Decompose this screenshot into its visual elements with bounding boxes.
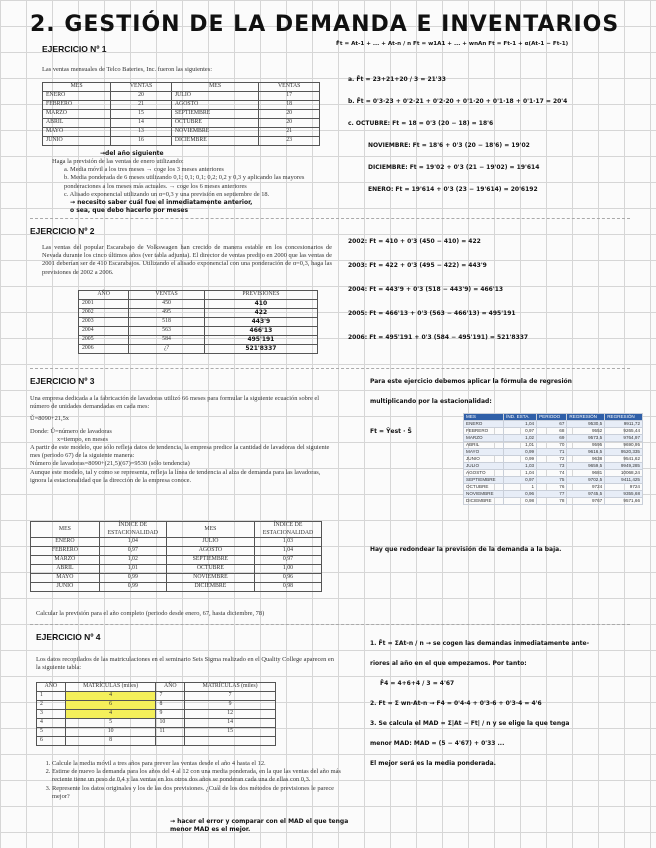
cell: DICIEMBRE xyxy=(464,498,504,505)
cell: 72 xyxy=(537,456,567,463)
cell: 71 xyxy=(537,449,567,456)
cell: 20 xyxy=(259,119,320,128)
cell: 7 xyxy=(156,692,185,701)
cell: 75 xyxy=(537,477,567,484)
cell: 9638 xyxy=(567,456,605,463)
exercise-3-table xyxy=(30,521,322,592)
cell: 10 xyxy=(65,728,156,737)
cell: 68 xyxy=(537,428,567,435)
cell: 2006 xyxy=(79,345,129,354)
table-row xyxy=(79,327,318,336)
cell: 18 xyxy=(259,101,320,110)
cell: 518 xyxy=(129,318,205,327)
cell: 16 xyxy=(111,137,172,146)
exercise-3-note-equation: Ft = Ŷest · Ŝ xyxy=(370,428,412,435)
question-text: Haga la previsión de las ventas de enero utilizando: xyxy=(52,158,184,165)
page-title: 2. GESTIÓN DE LA DEMANDA E INVENTARIOS xyxy=(30,12,620,37)
cell: 0,97 xyxy=(255,556,322,565)
exercise-3-question: Calcular la previsión para el año completo (periodo desde enero, 67, hasta diciembre, 78) xyxy=(36,610,265,617)
answer-line: menor MAD: MAD = (5 − 4'67) + 0'33 ... xyxy=(370,740,505,747)
answer-line: NOVIEMBRE: Ft = 18'6 + 0'3 (20 − 18'6) = 19'02 xyxy=(368,142,530,149)
answer-line: b. F̄t = 0'3·23 + 0'2·21 + 0'2·20 + 0'1·20 + 0'1·18 + 0'1·17 = 20'4 xyxy=(348,98,568,105)
col-header: AÑO xyxy=(37,683,66,692)
exercise-3-body xyxy=(30,395,330,485)
question-text: 3. Represente los datos originales y los de las dos previsiones. ¿Cuál de los dos métodos de previsiones le parece mejor? xyxy=(52,785,352,801)
cell: JULIO xyxy=(171,92,259,101)
col-header: MATRÍCULAS (miles) xyxy=(185,683,276,692)
cell: 1,03 xyxy=(255,538,322,547)
cell: JUNIO xyxy=(464,456,504,463)
table-row xyxy=(79,318,318,327)
cell: 0,97 xyxy=(504,477,537,484)
cell: DICIEMBRE xyxy=(171,137,259,146)
cell: 1,04 xyxy=(504,470,537,477)
cell: ABRIL xyxy=(464,442,504,449)
cell: 10 xyxy=(156,719,185,728)
exercise-1-questions xyxy=(52,158,342,215)
cell: 0,97 xyxy=(99,547,166,556)
cell: 2 xyxy=(37,701,66,710)
answer-line: 2. Ft = Σ wn·At-n → F4 = 0'4·4 + 0'3·6 + 0'3·4 = 4'6 xyxy=(370,700,542,707)
cell: 9530,5 xyxy=(567,421,605,428)
exercise-4-answers xyxy=(370,640,650,768)
handwritten-note: Para este ejercicio debemos aplicar la fórmula de regresión xyxy=(370,378,572,385)
table-row xyxy=(37,719,276,728)
table-row xyxy=(43,137,320,146)
col-header: MES xyxy=(464,414,504,421)
cell: SEPTIEMBRE xyxy=(464,477,504,484)
cell: MAYO xyxy=(31,574,100,583)
cell: JUNIO xyxy=(31,583,100,592)
cell: 15 xyxy=(111,110,172,119)
cell: 9411,425 xyxy=(605,477,643,484)
table-row xyxy=(464,449,643,456)
cell: 20 xyxy=(259,110,320,119)
question-text: c. Alisado exponencial utilizando un α=0,3 y una previsión en septiembre de 18. xyxy=(64,190,270,198)
cell: 2002 xyxy=(79,309,129,318)
col-header: AÑO xyxy=(79,291,129,300)
exercise-1-table xyxy=(42,82,320,146)
cell: 9573,5 xyxy=(567,435,605,442)
exercise-1-answers xyxy=(348,76,648,194)
cell: 0,97 xyxy=(504,428,537,435)
exercise-3-heading: EJERCICIO Nº 3 xyxy=(30,376,95,386)
cell: 584 xyxy=(129,336,205,345)
cell: FEBRERO xyxy=(464,428,504,435)
cell: NOVIEMBRE xyxy=(464,491,504,498)
cell: 521'8337 xyxy=(204,345,317,354)
cell: 2003 xyxy=(79,318,129,327)
cell: 1 xyxy=(37,692,66,701)
cell: 17 xyxy=(259,92,320,101)
cell: MARZO xyxy=(31,556,100,565)
cell: 1,01 xyxy=(504,442,537,449)
cell: 9 xyxy=(185,701,276,710)
table-row xyxy=(31,583,322,592)
cell: 9724 xyxy=(567,484,605,491)
cell: AGOSTO xyxy=(171,101,259,110)
exercise-3-note xyxy=(370,378,650,406)
table-row xyxy=(43,119,320,128)
cell: JULIO xyxy=(166,538,254,547)
cell: 69 xyxy=(537,435,567,442)
cell: 0,99 xyxy=(99,574,166,583)
cell: 73 xyxy=(537,463,567,470)
table-row xyxy=(31,547,322,556)
col-header: REGRESIÓN xyxy=(605,414,643,421)
cell: ENERO xyxy=(464,421,504,428)
col-header: PERIODO xyxy=(537,414,567,421)
cell: 563 xyxy=(129,327,205,336)
table-row xyxy=(464,463,643,470)
table-row xyxy=(464,498,643,505)
cell: 9745,5 xyxy=(567,491,605,498)
cell: 4 xyxy=(37,719,66,728)
table-row xyxy=(37,701,276,710)
cell: OCTUBRE xyxy=(171,119,259,128)
col-header: PREVISIONES xyxy=(204,291,317,300)
cell: 1,04 xyxy=(504,421,537,428)
cell: 14 xyxy=(185,719,276,728)
table-row xyxy=(37,710,276,719)
cell: 15 xyxy=(185,728,276,737)
cell: 5 xyxy=(37,728,66,737)
cell: 2005 xyxy=(79,336,129,345)
spreadsheet-table xyxy=(463,413,643,505)
table-row xyxy=(79,300,318,309)
cell: 23 xyxy=(259,137,320,146)
table-row xyxy=(464,477,643,484)
cell: 9764,97 xyxy=(605,435,643,442)
cell: 9541,62 xyxy=(605,456,643,463)
exercise-4-text: Los datos recopilados de las matriculaciones en el seminario Seis Sigma realizado en el Quality College aparecen en la siguiente tabla: xyxy=(36,656,334,672)
cell: 67 xyxy=(537,421,567,428)
paragraph: Número de lavadoras=8090+(21,5)(67)=9530 (sólo tendencia) xyxy=(30,460,190,468)
question-text: 2. Estime de nuevo la demanda para los años del 4 al 12 con una media ponderada, en la que las ventas del año más reciente tiene un peso de 0,4 y las ventas en los otros dos años se ponderan cada una de ellas con 0,3. xyxy=(52,768,352,784)
table-row xyxy=(464,435,643,442)
cell: NOVIEMBRE xyxy=(166,574,254,583)
cell: ABRIL xyxy=(43,119,111,128)
cell: 1,02 xyxy=(99,556,166,565)
handwritten-note: multiplicando por la estacionalidad: xyxy=(370,398,492,405)
cell: 20 xyxy=(111,92,172,101)
answer-line: 2006: Ft = 495'191 + 0'3 (584 − 495'191) = 521'8337 xyxy=(348,334,529,341)
exercise-1-intro: Las ventas mensuales de Telco Bateries, Inc. fueron las siguientes: xyxy=(42,66,212,73)
cell: MARZO xyxy=(464,435,504,442)
question-text: 1. Calcule la media móvil a tres años para prever las ventas desde el año 4 hasta el 12. xyxy=(52,760,352,768)
cell: 0,99 xyxy=(504,456,537,463)
cell: 9724 xyxy=(605,484,643,491)
paragraph: Una empresa dedicada a la fabricación de lavadoras utilizó 66 meses para formular la siguiente ecuación sobre el número de unidades demandadas en cada mes: xyxy=(30,395,320,411)
equation: Ŭ=8090+21,5x xyxy=(30,415,69,423)
handwritten-note: Hay que redondear la previsión de la demanda a la baja. xyxy=(370,546,562,553)
cell: 495 xyxy=(129,309,205,318)
cell: 1,01 xyxy=(99,565,166,574)
formulas-header: F̄t = At-1 + ... + At-n / n Ft = w1A1 + ... + wnAn Ft = Ft-1 + α(At-1 − Ft-1) xyxy=(336,41,569,47)
table-row xyxy=(31,574,322,583)
handwritten-note: →del año siguiente xyxy=(100,150,164,157)
cell: 9681 xyxy=(567,470,605,477)
cell: MAYO xyxy=(43,128,111,137)
answer-line: 2004: Ft = 443'9 + 0'3 (518 − 443'9) = 466'13 xyxy=(348,286,504,293)
col-header: VENTAS xyxy=(129,291,205,300)
exercise-4-table xyxy=(36,682,276,746)
cell: 9595 xyxy=(567,442,605,449)
table-row xyxy=(464,421,643,428)
paragraph: A partir de este modelo, que sólo refleja datos de tendencia, la empresa predice la cantidad de lavadoras del siguiente mes (periodo 67) de la siguiente manera: xyxy=(30,444,330,460)
table-row xyxy=(464,484,643,491)
cell: 9690,95 xyxy=(605,442,643,449)
handwritten-note: → necesito saber cuál fue el inmediatamente anterior, xyxy=(70,199,253,207)
exercise-2-table xyxy=(78,290,318,354)
cell: 11 xyxy=(156,728,185,737)
handwritten-note: o sea, que debo hacerlo por meses xyxy=(70,207,189,215)
answer-line: ENERO: Ft = 19'614 + 0'3 (23 − 19'614) = 20'6192 xyxy=(368,186,538,193)
exercise-4-questions xyxy=(40,760,352,801)
cell: 12 xyxy=(185,710,276,719)
cell: 6 xyxy=(37,737,66,746)
table-row xyxy=(464,456,643,463)
table-row xyxy=(37,692,276,701)
cell: NOVIEMBRE xyxy=(171,128,259,137)
cell: MAYO xyxy=(464,449,504,456)
cell: 1 xyxy=(504,484,537,491)
cell: 1,02 xyxy=(504,435,537,442)
col-header: ÍNDICE DE ESTACIONALIDAD xyxy=(99,522,166,538)
answer-line: DICIEMBRE: Ft = 19'02 + 0'3 (21 − 19'02) = 19'614 xyxy=(368,164,540,171)
cell: 450 xyxy=(129,300,205,309)
cell: 9355,68 xyxy=(605,491,643,498)
cell: 13 xyxy=(111,128,172,137)
col-header: ÍNDICE DE ESTACIONALIDAD xyxy=(255,522,322,538)
col-header: MATRÍCULAS (miles) xyxy=(65,683,156,692)
answer-line: 2002: Ft = 410 + 0'3 (450 − 410) = 422 xyxy=(348,238,481,245)
cell: MARZO xyxy=(43,110,111,119)
cell: 0,96 xyxy=(504,491,537,498)
paragraph: Donde: Ŭ=número de lavadoras xyxy=(30,427,112,435)
table-row xyxy=(464,442,643,449)
table-row xyxy=(464,491,643,498)
answer-line: 3. Se calcula el MAD = Σ|At − Ft| / n y se elige la que tenga xyxy=(370,720,570,727)
cell: 466'13 xyxy=(204,327,317,336)
cell: 9616,5 xyxy=(567,449,605,456)
cell xyxy=(185,737,276,746)
table-row xyxy=(79,336,318,345)
paragraph: Aunque este modelo, tal y como se representa, refleja la línea de tendencia al alza de demanda para las lavadoras, ignora la estacionalidad que la dirección de la empresa conoce. xyxy=(30,468,321,484)
paragraph: x=tiempo, en meses xyxy=(57,435,108,443)
section-divider xyxy=(30,218,630,219)
cell: OCTUBRE xyxy=(166,565,254,574)
cell: 7 xyxy=(185,692,276,701)
cell: 410 xyxy=(204,300,317,309)
answer-line: 2003: Ft = 422 + 0'3 (495 − 422) = 443'9 xyxy=(348,262,487,269)
cell: 9702,5 xyxy=(567,477,605,484)
question-text: a. Media móvil a los tres meses → coge los 3 meses anteriores xyxy=(64,166,224,174)
cell: 9 xyxy=(156,710,185,719)
table-row xyxy=(37,728,276,737)
table-row xyxy=(79,309,318,318)
cell: 21 xyxy=(111,101,172,110)
cell: OCTUBRE xyxy=(464,484,504,491)
exercise-4-heading: EJERCICIO Nº 4 xyxy=(36,632,101,642)
cell: ENERO xyxy=(31,538,100,547)
table-row xyxy=(43,128,320,137)
cell: DICIEMBRE xyxy=(166,583,254,592)
col-header: MES xyxy=(166,522,254,538)
cell: ABRIL xyxy=(31,565,100,574)
cell: 76 xyxy=(537,484,567,491)
handwritten-note: → hacer el error y comparar con el MAD el que tenga menor MAD es el mejor. xyxy=(170,818,349,833)
cell: 0,96 xyxy=(255,574,322,583)
cell: 9659,5 xyxy=(567,463,605,470)
cell: 1,04 xyxy=(255,547,322,556)
cell: SEPTIEMBRE xyxy=(166,556,254,565)
cell: 9911,72 xyxy=(605,421,643,428)
cell: FEBRERO xyxy=(43,101,111,110)
table-row xyxy=(37,737,276,746)
cell: 9265,44 xyxy=(605,428,643,435)
section-divider xyxy=(30,624,630,625)
cell: 1,04 xyxy=(99,538,166,547)
table-row xyxy=(31,556,322,565)
cell: 74 xyxy=(537,470,567,477)
col-header: VENTAS xyxy=(259,83,320,92)
cell: 1,03 xyxy=(504,463,537,470)
col-header: ÍND. ESTA. xyxy=(504,414,537,421)
table-row xyxy=(43,101,320,110)
col-header: VENTAS xyxy=(111,83,172,92)
col-header: MES xyxy=(171,83,259,92)
cell: 70 xyxy=(537,442,567,449)
cell: 443'9 xyxy=(204,318,317,327)
cell: 0,99 xyxy=(504,449,537,456)
answer-line: 2005: Ft = 466'13 + 0'3 (563 − 466'13) = 495'191 xyxy=(348,310,516,317)
cell: 8 xyxy=(156,701,185,710)
table-row xyxy=(464,428,643,435)
cell: 9571,66 xyxy=(605,498,643,505)
cell: SEPTIEMBRE xyxy=(171,110,259,119)
answer-line: riores al año en el que empezamos. Por tanto: xyxy=(370,660,527,667)
exercise-2-heading: EJERCICIO Nº 2 xyxy=(30,226,95,236)
cell: 9552 xyxy=(567,428,605,435)
cell: FEBRERO xyxy=(31,547,100,556)
cell-highlighted: 4 xyxy=(65,692,156,701)
cell: 9949,285 xyxy=(605,463,643,470)
cell: 0,98 xyxy=(504,498,537,505)
cell: ENERO xyxy=(43,92,111,101)
question-text: b. Media ponderada de 6 meses utilizando 0,1; 0,1; 0,1; 0,2; 0,2 y 0,3 y aplicando las mayores ponderaciones a los meses más actuales. → coge los 6 meses anteriores xyxy=(64,174,305,190)
cell: 1,00 xyxy=(255,565,322,574)
cell xyxy=(156,737,185,746)
cell-highlighted: 6 xyxy=(65,701,156,710)
col-header: MES xyxy=(43,83,111,92)
cell: 10068,24 xyxy=(605,470,643,477)
col-header: MES xyxy=(31,522,100,538)
exercise-1-heading: EJERCICIO Nº 1 xyxy=(42,44,107,54)
answer-line: 1. F̄t = ΣAt-n / n → se cogen las demandas inmediatamente ante- xyxy=(370,640,590,647)
cell: JUNIO xyxy=(43,137,111,146)
table-row xyxy=(464,470,643,477)
cell: 77 xyxy=(537,491,567,498)
cell: 2004 xyxy=(79,327,129,336)
cell: 5 xyxy=(65,719,156,728)
cell: 9520,335 xyxy=(605,449,643,456)
cell: 495'191 xyxy=(204,336,317,345)
cell: 9767 xyxy=(567,498,605,505)
table-row xyxy=(31,538,322,547)
cell: ¿? xyxy=(129,345,205,354)
cell: 78 xyxy=(537,498,567,505)
cell: 21 xyxy=(259,128,320,137)
answer-line: F̄4 = 4+6+4 / 3 = 4'67 xyxy=(380,680,455,687)
cell: AGOSTO xyxy=(464,470,504,477)
cell: 0,98 xyxy=(255,583,322,592)
table-row xyxy=(43,110,320,119)
col-header: AÑO xyxy=(156,683,185,692)
table-row xyxy=(31,565,322,574)
cell: 8 xyxy=(65,737,156,746)
cell: 422 xyxy=(204,309,317,318)
answer-line: a. F̄t = 23+21+20 / 3 = 21'33 xyxy=(348,76,446,83)
answer-line: El mejor será es la media ponderada. xyxy=(370,760,496,767)
cell: 2001 xyxy=(79,300,129,309)
exercise-2-answers xyxy=(348,238,648,342)
section-divider xyxy=(30,368,630,369)
col-header: REGRESIÓN xyxy=(567,414,605,421)
cell: JULIO xyxy=(464,463,504,470)
table-row xyxy=(79,345,318,354)
cell: 3 xyxy=(37,710,66,719)
cell: 0,99 xyxy=(99,583,166,592)
cell-highlighted: 4 xyxy=(65,710,156,719)
answer-line: c. OCTUBRE: Ft = 18 = 0'3 (20 − 18) = 18'6 xyxy=(348,120,494,127)
cell: AGOSTO xyxy=(166,547,254,556)
exercise-2-text: Las ventas del popular Escarabajo de Volkswagen han crecido de manera estable en los concesionarios de Nevada durante los cinco últimos años (ver tabla adjunta). El director de ventas predijo en 2000 que las ventas de 2001 deberían ser de 410 Escarabajos. Utilizando el alisado exponencial con una ponderación de α=0,3, haga las previsiones de 2002 a 2006. xyxy=(42,244,332,276)
cell: 14 xyxy=(111,119,172,128)
table-row xyxy=(43,92,320,101)
